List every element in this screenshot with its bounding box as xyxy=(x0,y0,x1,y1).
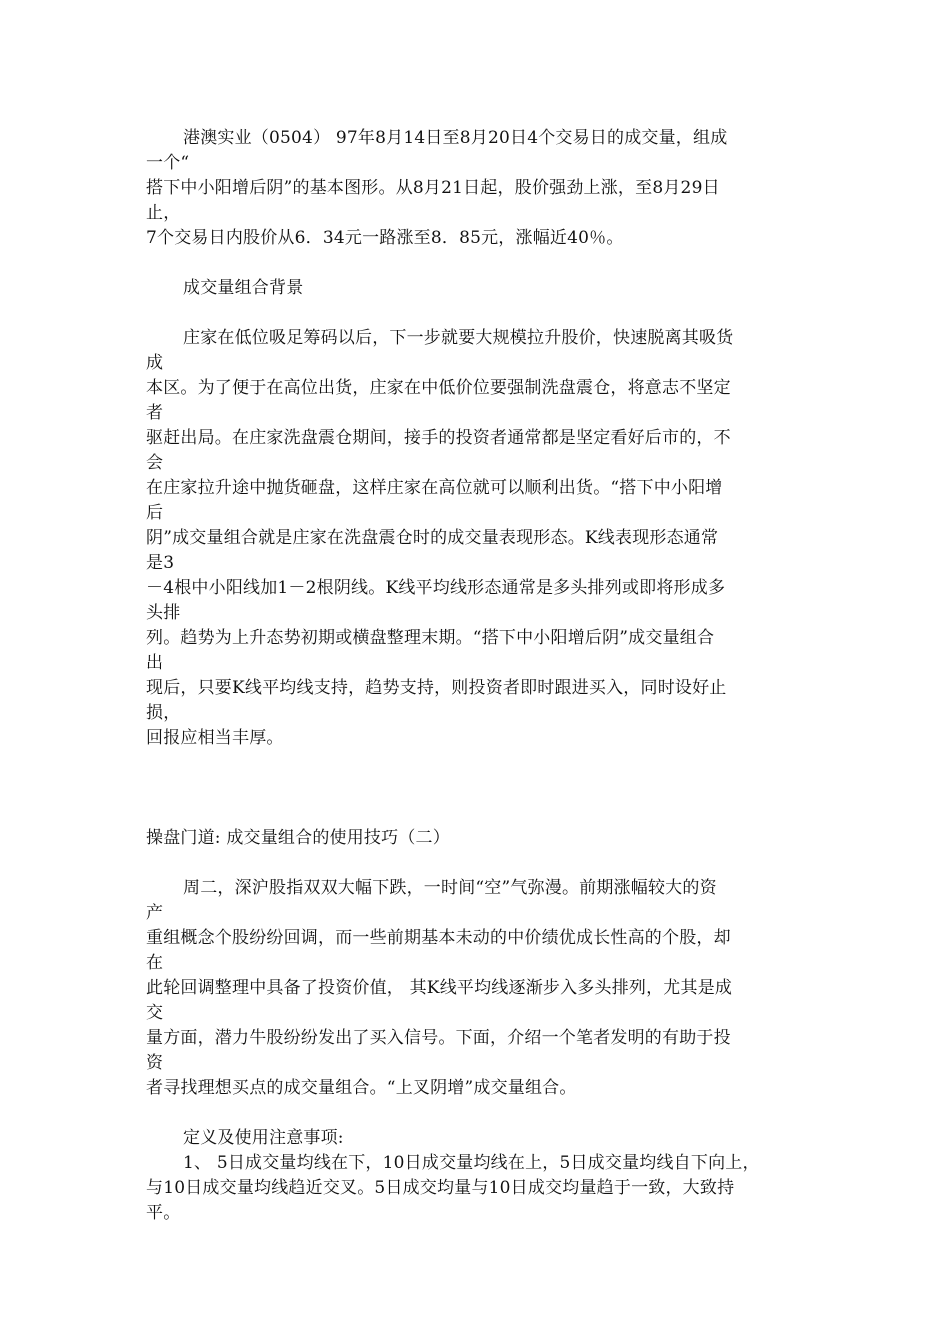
text-line: 交 xyxy=(146,1003,164,1023)
text-line: 产 xyxy=(146,903,164,923)
text-line: 在 xyxy=(146,953,164,973)
text-line: 出 xyxy=(146,653,164,673)
text-line: 回报应相当丰厚。 xyxy=(146,728,284,748)
text-line: 本区。为了便于在高位出货，庄家在中低价位要强制洗盘震仓，将意志不坚定 xyxy=(146,378,731,398)
text-line: 周二，深沪股指双双大幅下跌，一时间“空”气弥漫。前期涨幅较大的资 xyxy=(183,878,717,898)
text-line: 现后，只要K线平均线支持，趋势支持，则投资者即时跟进买入，同时设好止 xyxy=(146,678,727,698)
text-line: －4根中小阳线加1－2根阴线。K线平均线形态通常是多头排列或即将形成多 xyxy=(146,578,726,598)
text-line: 者 xyxy=(146,403,164,423)
text-line: 与10日成交量均线趋近交叉。5日成交均量与10日成交均量趋于一致，大致持 xyxy=(146,1178,735,1198)
text-line: 7个交易日内股价从6．34元一路涨至8．85元，涨幅近40％。 xyxy=(146,228,624,248)
text-line: 在庄家拉升途中抛货砸盘，这样庄家在高位就可以顺利出货。“搭下中小阳增 xyxy=(146,478,723,498)
section-heading: 定义及使用注意事项: xyxy=(183,1128,344,1148)
text-line: 搭下中小阳增后阴”的基本图形。从8月21日起，股价强劲上涨，至8月29日 xyxy=(146,178,720,198)
text-line: 平。 xyxy=(146,1203,181,1223)
text-line: 损， xyxy=(146,703,181,723)
text-line: 会 xyxy=(146,453,164,473)
text-line: 列。趋势为上升态势初期或横盘整理末期。“搭下中小阳增后阴”成交量组合 xyxy=(146,628,715,648)
text-line: 重组概念个股纷纷回调，而一些前期基本未动的中价绩优成长性高的个股，却 xyxy=(146,928,731,948)
text-line: 一个“ xyxy=(146,153,190,173)
text-line: 资 xyxy=(146,1053,164,1073)
text-line: 此轮回调整理中具备了投资价值， 其K线平均线逐渐步入多头排列，尤其是成 xyxy=(146,978,733,998)
text-line: 者寻找理想买点的成交量组合。“上叉阴增”成交量组合。 xyxy=(146,1078,577,1098)
text-line: 止， xyxy=(146,203,181,223)
text-line: 是3 xyxy=(146,553,175,573)
text-line: 阴”成交量组合就是庄家在洗盘震仓时的成交量表现形态。K线表现形态通常 xyxy=(146,528,719,548)
text-line: 后 xyxy=(146,503,164,523)
text-line: 成 xyxy=(146,353,164,373)
text-line: 港澳实业（0504） 97年8月14日至8月20日4个交易日的成交量，组成 xyxy=(183,128,728,148)
article-title: 操盘门道: 成交量组合的使用技巧（二） xyxy=(146,828,450,848)
list-item: 1、 5日成交量均线在下，10日成交量均线在上，5日成交量均线自下向上， xyxy=(183,1153,760,1173)
section-heading: 成交量组合背景 xyxy=(183,278,304,298)
text-line: 量方面，潜力牛股纷纷发出了买入信号。下面，介绍一个笔者发明的有助于投 xyxy=(146,1028,731,1048)
text-line: 驱赶出局。在庄家洗盘震仓期间，接手的投资者通常都是坚定看好后市的，不 xyxy=(146,428,731,448)
text-line: 庄家在低位吸足筹码以后，下一步就要大规模拉升股价，快速脱离其吸货 xyxy=(183,328,734,348)
text-line: 头排 xyxy=(146,603,181,623)
